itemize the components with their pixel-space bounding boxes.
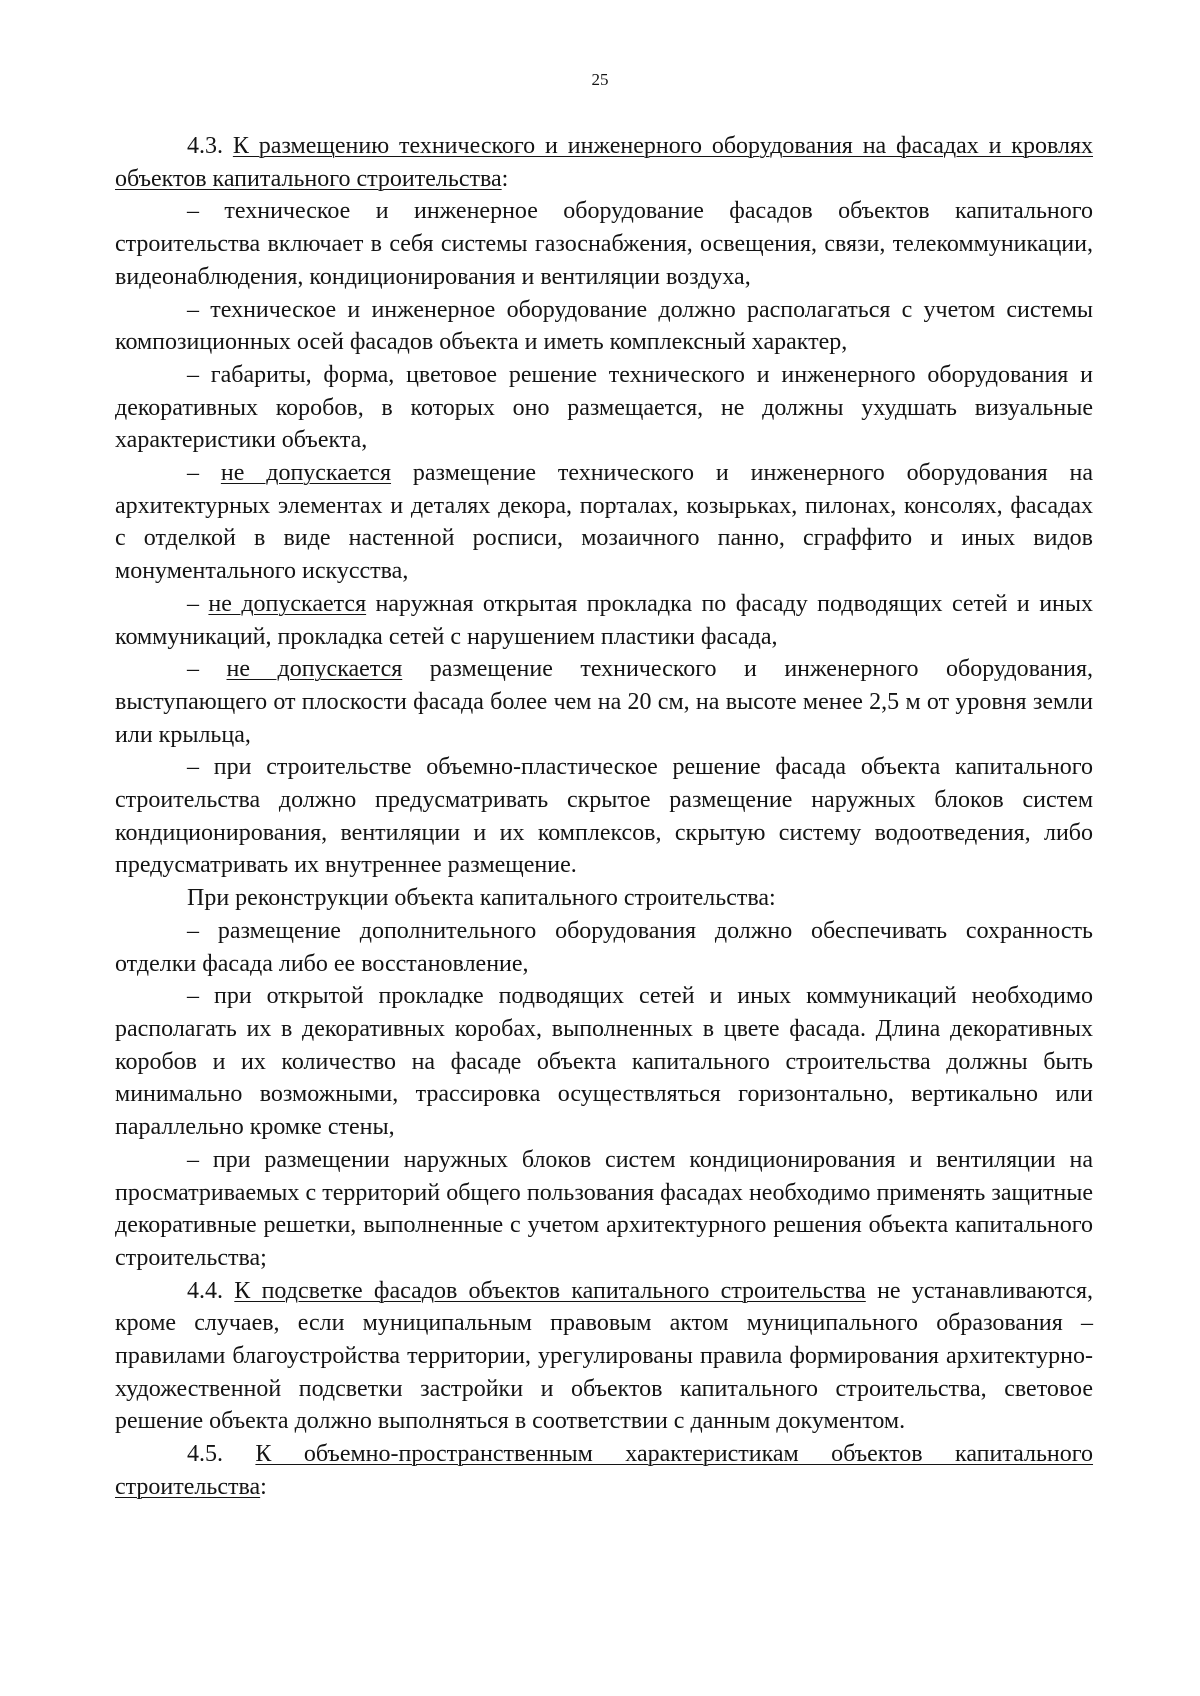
- paragraph-text: габариты, форма, цветовое решение технического и инженерного оборудования и декоративных коробов, в которых оно размещается, не должны ухудшать визуальные характеристики объекта,: [115, 361, 1093, 454]
- paragraph-text: :: [501, 165, 509, 192]
- underlined-phrase: не допускается: [208, 590, 367, 617]
- paragraph-text: :: [260, 1473, 267, 1500]
- list-item: [115, 1144, 1093, 1275]
- section-4-4-paragraph: [115, 1275, 1093, 1439]
- list-item: [115, 751, 1093, 882]
- list-item: [115, 294, 1093, 359]
- reconstruction-paragraph: [115, 882, 1093, 915]
- list-dash: –: [187, 296, 211, 323]
- paragraph-text: При реконструкции объекта капитального строительства:: [187, 885, 776, 912]
- list-dash: –: [187, 983, 214, 1010]
- section-4-5-heading: [115, 1438, 1093, 1503]
- list-item: [115, 653, 1093, 751]
- list-item: [115, 457, 1093, 588]
- section-4-3-heading: [115, 130, 1093, 195]
- paragraph-lead: 4.4.: [187, 1277, 235, 1304]
- list-item: [115, 980, 1093, 1144]
- list-item: [115, 915, 1093, 980]
- list-dash: –: [187, 1146, 213, 1173]
- list-dash: –: [187, 917, 218, 944]
- underlined-phrase: К подсветке фасадов объектов капитального строительства: [234, 1277, 866, 1304]
- list-dash: –: [187, 656, 227, 683]
- list-item: [115, 588, 1093, 653]
- paragraph-text: размещение дополнительного оборудования должно обеспечивать сохранность отделки фасада либо ее восстановление,: [115, 917, 1093, 977]
- paragraph-text: при открытой прокладке подводящих сетей и иных коммуникаций необходимо располагать их в декоративных коробах, выполненных в цвете фасада. Длина декоративных коробов и их количество на фасаде объекта капитального строительства должны быть минимально возможными, трассировка осуществляться горизонтально, вертикально или параллельно кромке стены,: [115, 983, 1094, 1141]
- list-dash: –: [187, 460, 221, 487]
- list-dash: –: [187, 754, 214, 781]
- underlined-phrase: К объемно-пространственным характеристикам объектов капитального строительства: [115, 1441, 1094, 1500]
- paragraph-lead: 4.5.: [187, 1441, 256, 1468]
- page-number: 25: [591, 70, 609, 89]
- paragraph-text: техническое и инженерное оборудование должно располагаться с учетом системы композиционных осей фасадов объекта и иметь комплексный характер,: [115, 296, 1094, 356]
- underlined-phrase: не допускается: [220, 460, 392, 487]
- list-item: [115, 359, 1093, 457]
- paragraph-text: техническое и инженерное оборудование фасадов объектов капитального строительства включает в себя системы газоснабжения, освещения, связи, телекоммуникации, видеонаблюдения, кондиционирования и вентиляции воздуха,: [115, 198, 1093, 290]
- underlined-phrase: К размещению технического и инженерного оборудования на фасадах и кровлях объектов капитального строительства: [115, 133, 1094, 192]
- underlined-phrase: не допускается: [226, 656, 403, 683]
- paragraph-text: при размещении наружных блоков систем кондиционирования и вентиляции на просматриваемых с территорий общего пользования фасадах необходимо применять защитные декоративные решетки, выполненные с учетом архитектурного решения объекта капитального строительства;: [115, 1146, 1093, 1271]
- list-dash: –: [187, 361, 211, 388]
- paragraph-text: при строительстве объемно-пластическое решение фасада объекта капитального строительства должно предусматривать скрытое размещение наружных блоков систем кондиционирования, вентиляции и их комплексов, скрытую систему водоотведения, либо предусматривать их внутреннее размещение.: [115, 754, 1093, 879]
- paragraph-lead: 4.3.: [187, 133, 233, 159]
- paragraph-text: наружная открытая прокладка по фасаду подводящих сетей и иных коммуникаций, прокладка сетей с нарушением пластики фасада,: [115, 590, 1094, 650]
- paragraph-text: размещение технического и инженерного оборудования на архитектурных элементах и деталях декора, порталах, козырьках, пилонах, консолях, фасадах с отделкой в виде настенной росписи, мозаичного панно, сграффито и иных видов монументального искусства,: [115, 460, 1094, 585]
- paragraph-text: размещение технического и инженерного оборудования, выступающего от плоскости фасада более чем на 20 см, на высоте менее 2,5 м от уровня земли или крыльца,: [115, 656, 1093, 748]
- list-dash: –: [187, 590, 209, 617]
- list-item: [115, 195, 1093, 293]
- list-dash: –: [187, 198, 225, 225]
- paragraph-text: не устанавливаются, кроме случаев, если муниципальным правовым актом муниципального образования – правилами благоустройства территории, урегулированы правила формирования архитектурно-художественной подсветки застройки и объектов капитального строительства, световое решение объекта должно выполняться в соответствии с данным документом.: [115, 1277, 1094, 1435]
- document-body: [115, 130, 1093, 1504]
